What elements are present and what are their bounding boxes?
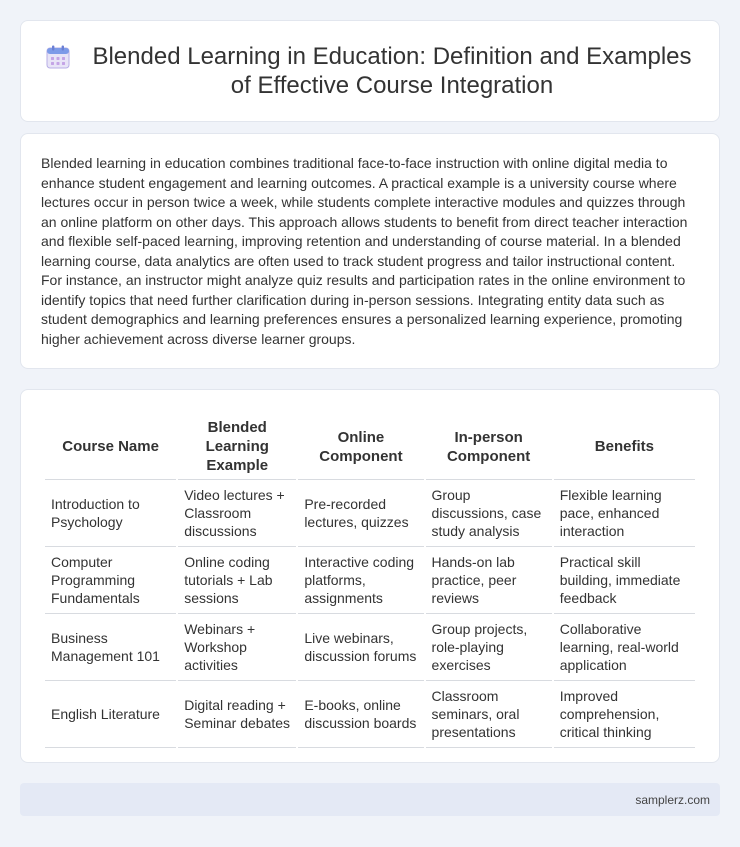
column-header-course-name: Course Name bbox=[45, 414, 176, 480]
footer-site-link[interactable]: samplerz.com bbox=[635, 792, 710, 807]
page-title: Blended Learning in Education: Definition and Examples of Effective Course Integration bbox=[92, 43, 692, 99]
calendar-icon bbox=[45, 44, 71, 70]
online-component-cell: Pre-recorded lectures, quizzes bbox=[298, 480, 423, 547]
course-name-cell: Introduction to Psychology bbox=[45, 480, 176, 547]
in-person-component-cell: Classroom seminars, oral presentations bbox=[426, 681, 552, 748]
table-row bbox=[45, 681, 695, 748]
intro-card bbox=[20, 133, 720, 369]
column-header-online-component: Online Component bbox=[298, 414, 423, 480]
course-name-cell: Computer Programming Fundamentals bbox=[45, 547, 176, 614]
table-card bbox=[20, 389, 720, 763]
benefits-cell: Flexible learning pace, enhanced interaction bbox=[554, 480, 695, 547]
online-component-cell: E-books, online discussion boards bbox=[298, 681, 423, 748]
column-header-benefits: Benefits bbox=[554, 414, 695, 480]
benefits-cell: Collaborative learning, real-world application bbox=[554, 614, 695, 681]
benefits-cell: Practical skill building, immediate feedback bbox=[554, 547, 695, 614]
table-row bbox=[45, 547, 695, 614]
online-component-cell: Interactive coding platforms, assignments bbox=[298, 547, 423, 614]
footer-bar bbox=[20, 783, 720, 816]
course-name-cell: English Literature bbox=[45, 681, 176, 748]
online-component-cell: Live webinars, discussion forums bbox=[298, 614, 423, 681]
blended-example-cell: Online coding tutorials + Lab sessions bbox=[178, 547, 296, 614]
blended-example-cell: Video lectures + Classroom discussions bbox=[178, 480, 296, 547]
in-person-component-cell: Group discussions, case study analysis bbox=[426, 480, 552, 547]
column-header-blended-example: Blended Learning Example bbox=[178, 414, 296, 480]
intro-paragraph: Blended learning in education combines traditional face-to-face instruction with online digital media to enhance student engagement and learning outcomes. A practical example is a university course where lectures occur in person twice a week, while students complete interactive modules and quizzes through an online platform on other days. This approach allows students to benefit from direct teacher interaction and flexible self-paced learning, improving retention and understanding of course material. In a blended learning course, data analytics are often used to track student progress and tailor instructional content. For instance, an instructor might analyze quiz results and participation rates in the online environment to identify topics that need further clarification during in-person sessions. Integrating entity data such as student demographics and learning preferences ensures a personalized learning experience, promoting higher achievement across diverse learner groups. bbox=[41, 155, 688, 347]
course-table bbox=[43, 414, 697, 748]
column-header-in-person-component: In-person Component bbox=[426, 414, 552, 480]
blended-example-cell: Digital reading + Seminar debates bbox=[178, 681, 296, 748]
course-name-cell: Business Management 101 bbox=[45, 614, 176, 681]
benefits-cell: Improved comprehension, critical thinking bbox=[554, 681, 695, 748]
table-header-row bbox=[45, 414, 695, 480]
in-person-component-cell: Hands-on lab practice, peer reviews bbox=[426, 547, 552, 614]
blended-example-cell: Webinars + Workshop activities bbox=[178, 614, 296, 681]
table-row bbox=[45, 480, 695, 547]
header-card bbox=[20, 20, 720, 122]
in-person-component-cell: Group projects, role-playing exercises bbox=[426, 614, 552, 681]
table-row bbox=[45, 614, 695, 681]
